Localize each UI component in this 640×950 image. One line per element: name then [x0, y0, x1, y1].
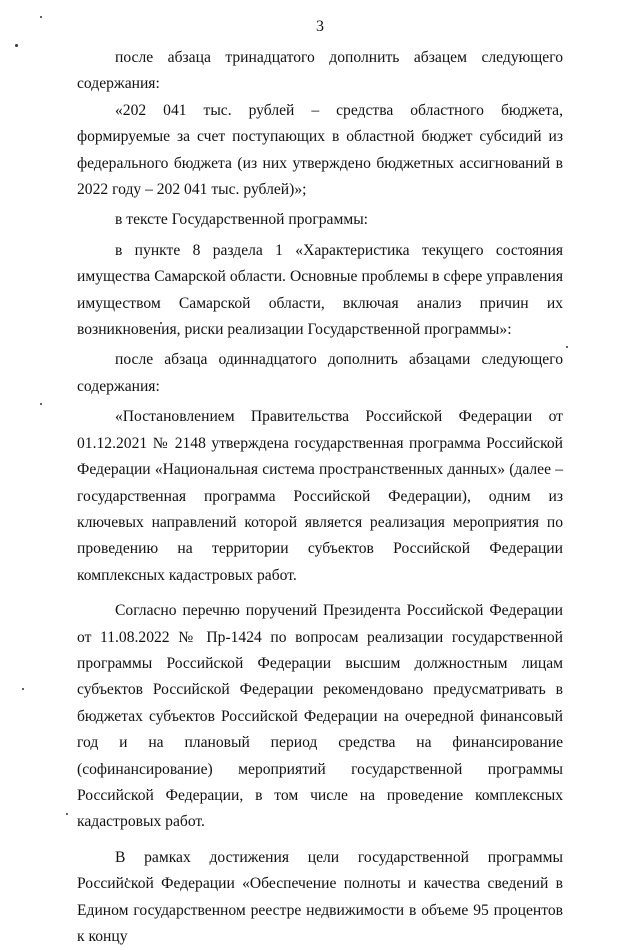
paragraph-section-8-reference: в пункте 8 раздела 1 «Характеристика текущего состояния имущества Самарской области. Основные проблемы в сфере управления имуществом Самарской области, включая анализ причин их возникновения, риски реализации Государственной программы»:	[77, 241, 563, 339]
paragraph-government-decree: «Постановлением Правительства Российской Федерации от 01.12.2021 № 2148 утверждена государственная программа Российской Федерации «Национальная система пространственных данных» (далее – государственная программа Российской Федерации), одним из ключевых направлений которой является реализация мероприятия по проведению на территории субъектов Российской Федерации комплексных кадастровых работ.	[77, 408, 563, 584]
paragraph-insert-after-11: после абзаца одиннадцатого дополнить абзацами следующего содержания:	[77, 351, 563, 395]
paragraph-presidential-instructions: Согласно перечню поручений Президента Российской Федерации от 11.08.2022 № Пр-1424 по вопросам реализации государственной программы Российской Федерации высшим должностным лицам субъектов Российской Федерации рекомендовано предусматривать в бюджетах субъектов Российской Федерации на очередной финансовый год и на плановый период средства на финансирование (софинансирование) мероприятий государственной программы Российской Федерации, в том числе на проведение комплексных кадастровых работ.	[77, 602, 563, 831]
paragraph-program-text-intro: в тексте Государственной программы:	[115, 211, 369, 229]
paragraph-insert-after-13: после абзаца тринадцатого дополнить абзацем следующего содержания:	[77, 49, 563, 93]
paragraph-program-goal: В рамках достижения цели государственной программы Российской Федерации «Обеспечение полноты и качества сведений в Едином государственном реестре недвижимости в объеме 95 процентов к концу	[77, 848, 563, 945]
document-body	[77, 45, 563, 950]
page-number: 3	[316, 18, 324, 35]
paragraph-budget-amount: «202 041 тыс. рублей – средства областного бюджета, формируемые за счет поступающих в областной бюджет субсидий из федерального бюджета (из них утверждено бюджетных ассигнований в 2022 году – 202 041 тыс. рублей)»;	[77, 101, 563, 199]
